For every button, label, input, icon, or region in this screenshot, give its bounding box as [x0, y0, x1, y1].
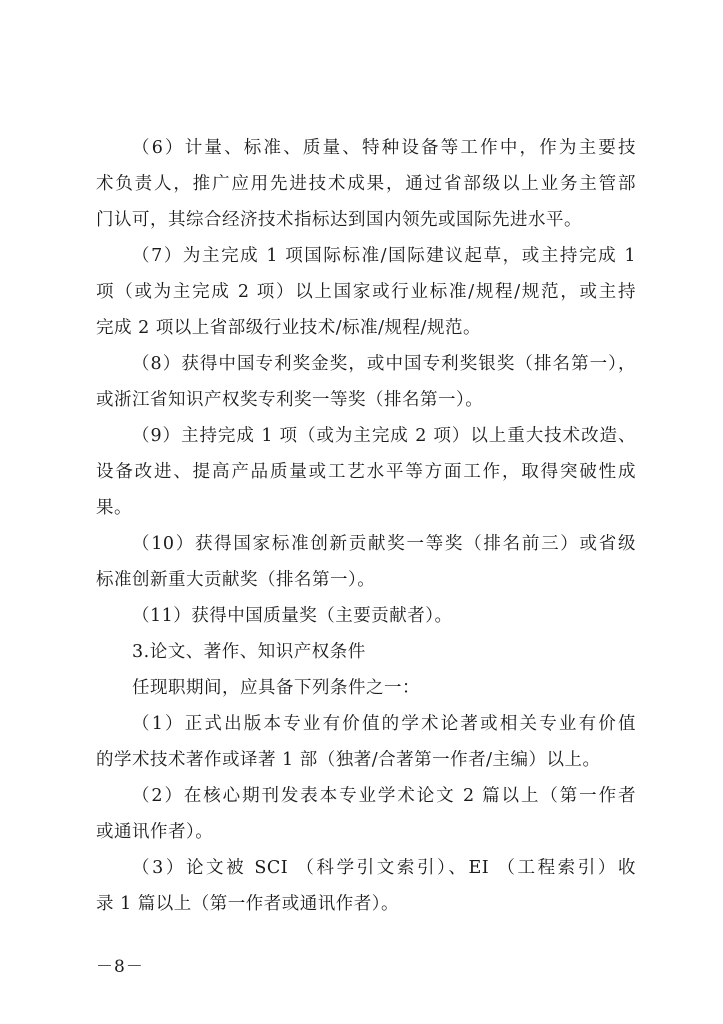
paragraph-line: 的学术技术著作或译著 1 部（独著/合著第一作者/主编）以上。: [96, 750, 601, 770]
paragraph-line: （7）为主完成 1 项国际标准/国际建议起草，或主持完成 1: [132, 246, 636, 266]
paragraph-line: （9）主持完成 1 项（或为主完成 2 项）以上重大技术改造、: [132, 426, 636, 446]
paragraph-line: 果。: [96, 498, 132, 518]
paragraph-line: （8）获得中国专利奖金奖，或中国专利奖银奖（排名第一），: [132, 354, 636, 374]
page-number: －8－: [96, 957, 144, 977]
paragraph-line: （3）论文被 SCI （科学引文索引）、EI （工程索引）收: [132, 858, 636, 878]
paragraph-line: 术负责人，推广应用先进技术成果，通过省部级以上业务主管部: [96, 174, 636, 194]
paragraph-line: 完成 2 项以上省部级行业技术/标准/规程/规范。: [96, 318, 481, 338]
paragraph-line: 设备改进、提高产品质量或工艺水平等方面工作，取得突破性成: [96, 462, 636, 482]
paragraph-line: 或浙江省知识产权奖专利奖一等奖（排名第一）。: [96, 390, 484, 410]
section-heading: 3.论文、著作、知识产权条件: [132, 642, 366, 662]
paragraph-line: 任现职期间，应具备下列条件之一：: [132, 678, 420, 698]
paragraph-line: 录 1 篇以上（第一作者或通讯作者）。: [96, 894, 400, 914]
paragraph-line: （2）在核心期刊发表本专业学术论文 2 篇以上（第一作者: [132, 786, 636, 806]
paragraph-line: 门认可，其综合经济技术指标达到国内领先或国际先进水平。: [96, 210, 582, 230]
paragraph-line: 标准创新重大贡献奖（排名第一）。: [96, 570, 376, 590]
paragraph-line: （11）获得中国质量奖（主要贡献者）。: [132, 606, 453, 626]
paragraph-line: （10）获得国家标准创新贡献奖一等奖（排名前三）或省级: [132, 534, 636, 554]
paragraph-line: 或通讯作者）。: [96, 822, 214, 842]
paragraph-line: （1）正式出版本专业有价值的学术论著或相关专业有价值: [132, 714, 636, 734]
paragraph-line: 项（或为主完成 2 项）以上国家或行业标准/规程/规范，或主持: [96, 282, 636, 302]
paragraph-line: （6）计量、标准、质量、特种设备等工作中，作为主要技: [132, 138, 636, 158]
